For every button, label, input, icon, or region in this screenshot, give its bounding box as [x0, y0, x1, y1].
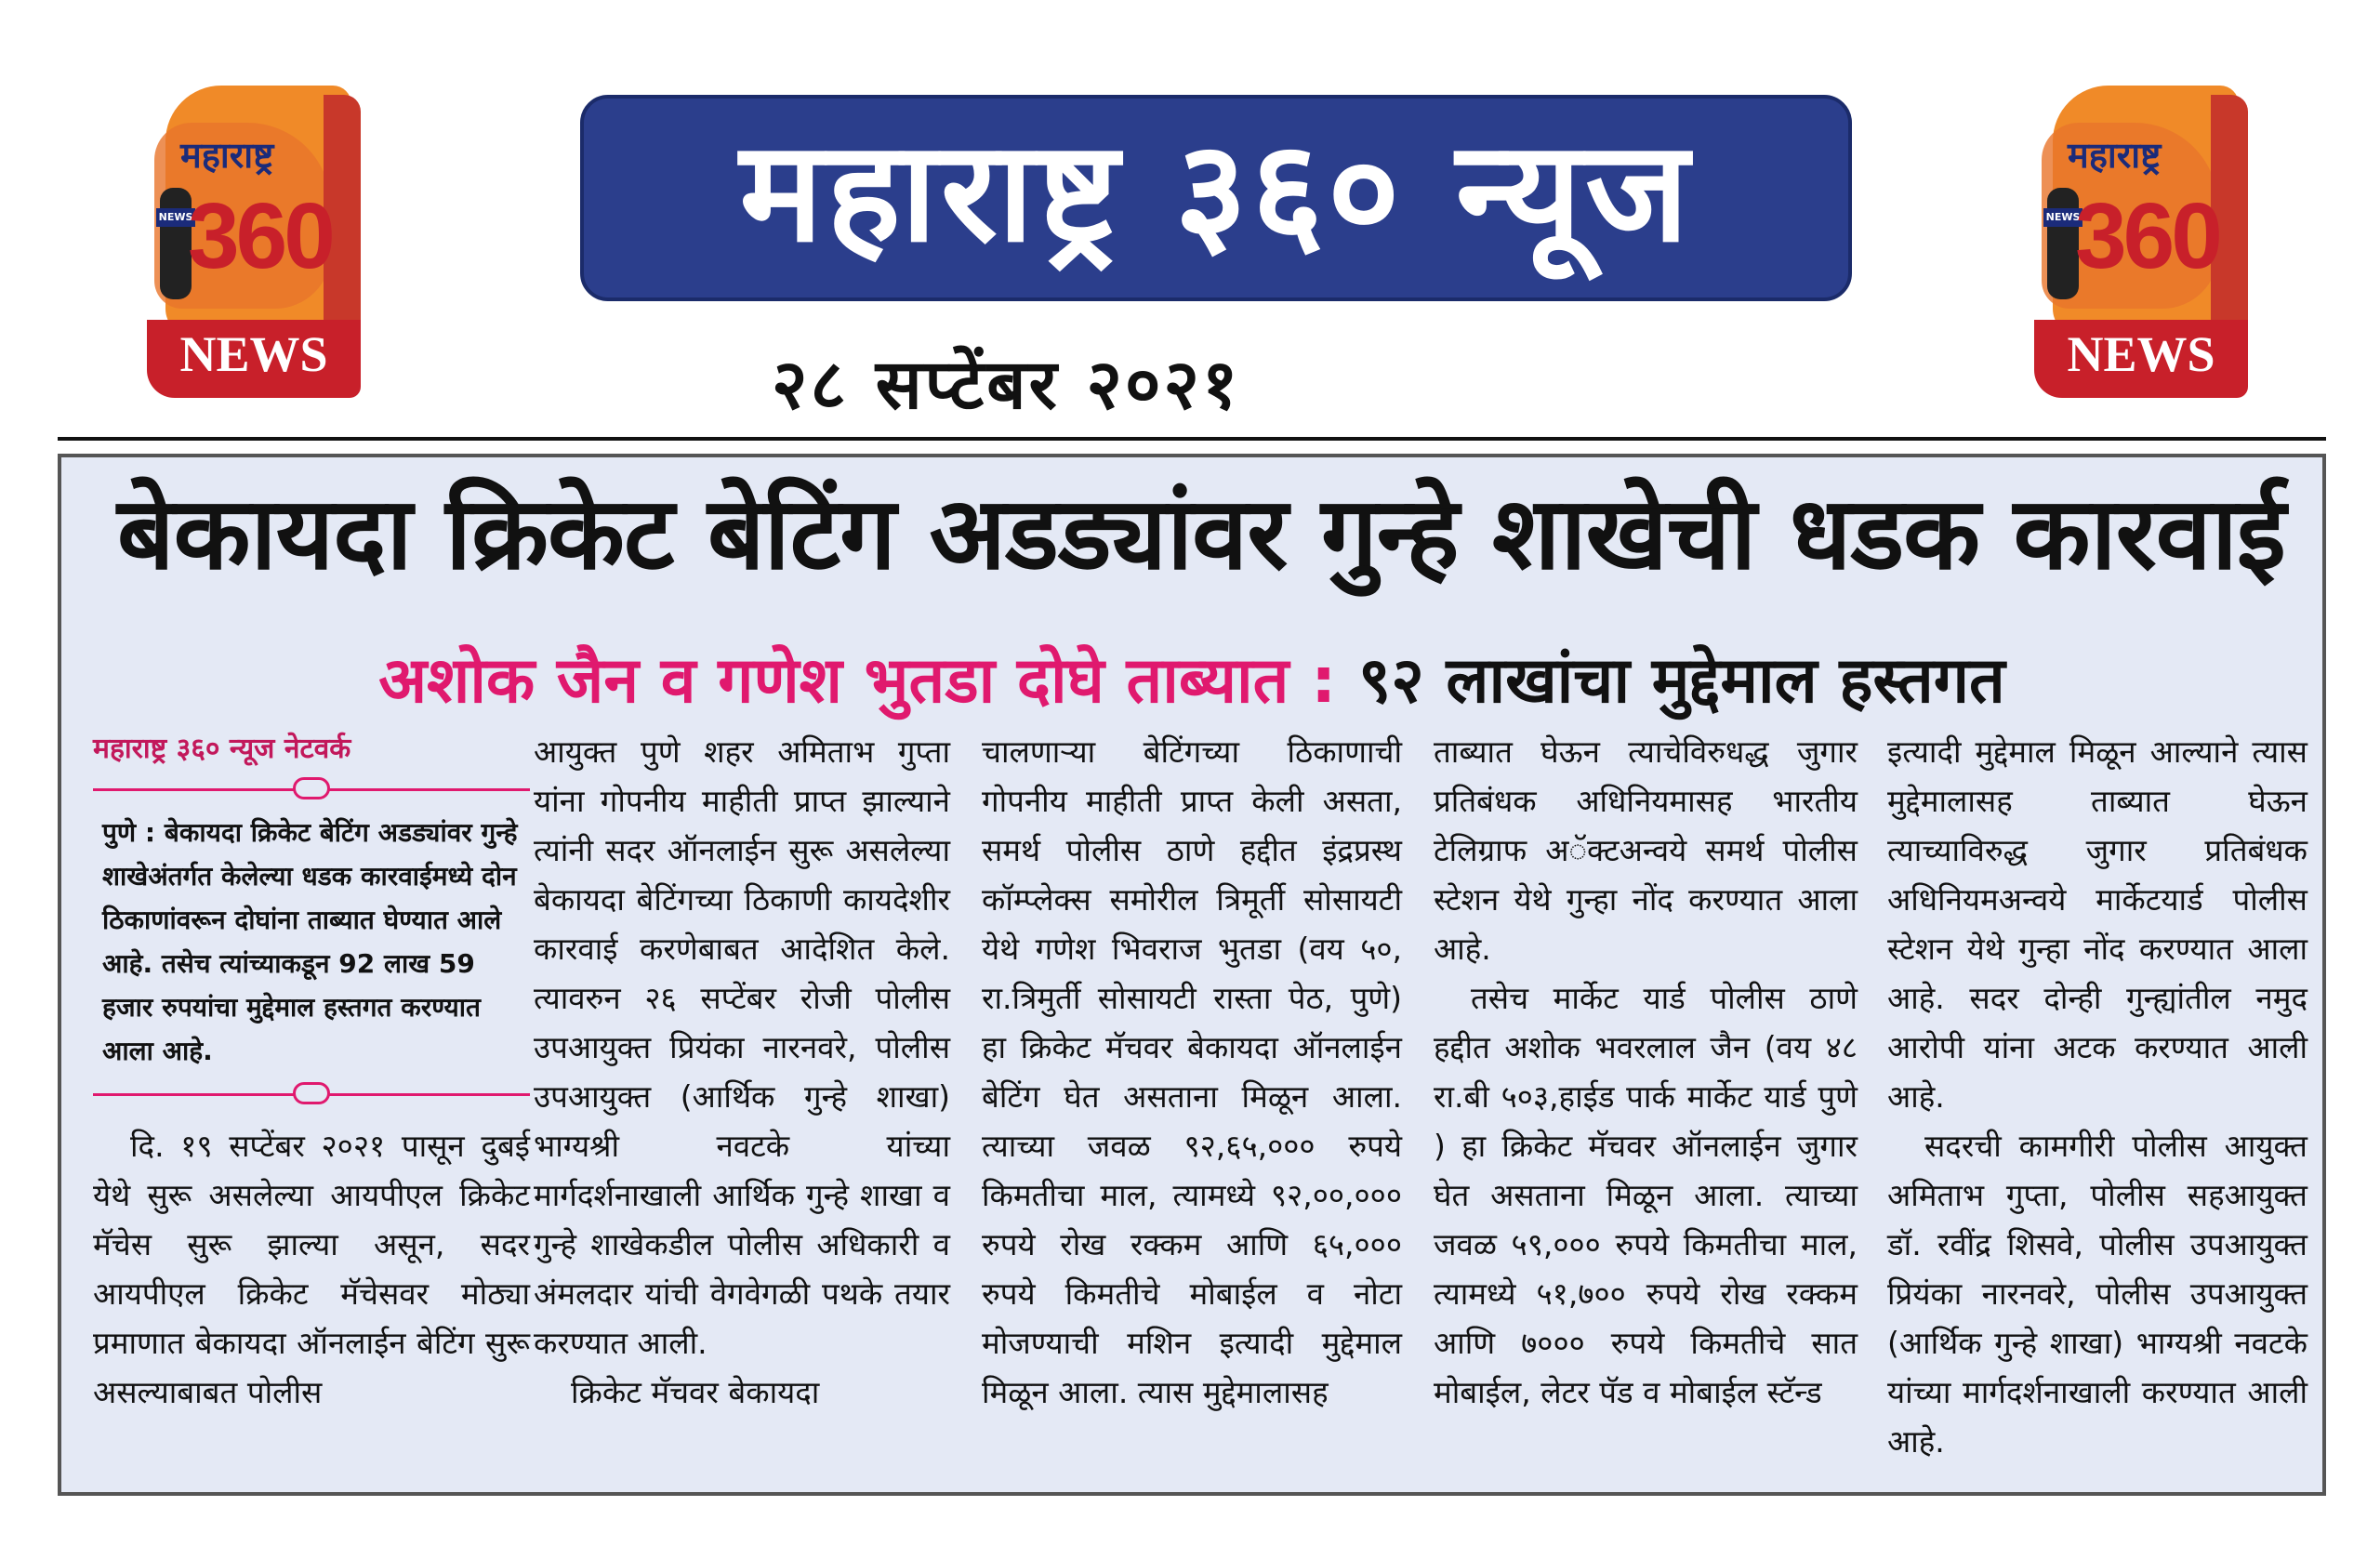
- logo-mic-tag: NEWS: [2043, 208, 2082, 227]
- column-4-text: ताब्यात घेऊन त्याचेविरुधद्ध जुगार प्रतिबंधक अधिनियमासह भारतीय टेलिग्राफ अॅक्टअन्वये समर्थ पोलीस स्टेशन येथे गुन्हा नोंद करण्यात आला आहे.: [1434, 733, 1858, 967]
- ornament-knot-icon: [293, 1082, 330, 1104]
- byline-network: महाराष्ट्र ३६० न्यूज नेटवर्क: [93, 733, 351, 765]
- microphone-icon: [2047, 188, 2079, 299]
- column-5-text: इत्यादी मुद्देमाल मिळून आल्याने त्यास मुद्देमालासह ताब्यात घेऊन त्याच्याविरुद्ध जुगार प्रतिबंधक अधिनियमअन्वये मार्केटयार्ड पोलीस स्टेशन येथे गुन्हा नोंद करण्यात आला आहे. सदर दोन्ही गुन्ह्यांतील नमुद आरोपी यांना अटक करण्यात आली आहे.: [1887, 733, 2307, 1115]
- column-2-text: आयुक्त पुणे शहर अमिताभ गुप्ता यांना गोपनीय माहीती प्राप्त झाल्याने त्यांनी सदर ऑनलाईन सुरू असलेल्या बेकायदा बेटिंगच्या ठिकाणी कायदेशीर कारवाई करणेबाबत आदेशित केले. त्यावरुन २६ सप्टेंबर रोजी पोलीस उपआयुक्त प्रियंका नारनवरे, पोलीस उपआयुक्त (आर्थिक गुन्हे शाखा) भाग्यश्री नवटके यांच्या मार्गदर्शनाखाली आर्थिक गुन्हे शाखा व गुन्हे शाखेकडील पोलीस अधिकारी व अंमलदार यांची वेगवेगळी पथके तयार करण्यात आली.: [534, 733, 950, 1361]
- logo-left: [147, 86, 361, 400]
- logo-word: महाराष्ट्र: [180, 135, 274, 176]
- microphone-icon: [160, 188, 192, 299]
- logo-ribbon-text: NEWS: [2067, 326, 2215, 382]
- column-2-text-end: क्रिकेट मॅचवर बेकायदा: [571, 1374, 820, 1410]
- ornament-knot-icon: [293, 777, 330, 799]
- article-column-5: [1887, 727, 2307, 1466]
- masthead-banner: [580, 95, 1852, 301]
- ornament-divider: [93, 775, 530, 803]
- article-subhead: [61, 634, 2322, 720]
- logo-mic-tag: NEWS: [156, 208, 195, 227]
- article-summary: पुणे : बेकायदा क्रिकेट बेटिंग अडड्यांवर गुन्हे शाखेअंतर्गत केलेल्या धडक कारवाईमध्ये दोन ठिकाणांवरून दोघांना ताब्यात घेण्यात आले आहे. तसेच त्यांच्याकडून 92 लाख 59 हजार रुपयांचा मुद्देमाल हस्तगत करण्यात आला आहे.: [102, 817, 518, 1066]
- masthead-title: महाराष्ट्र ३६० न्यूज: [739, 112, 1693, 273]
- logo-ribbon-text: NEWS: [179, 326, 328, 382]
- logo-word: महाराष्ट्र: [2068, 135, 2162, 176]
- logo-number: 360: [188, 184, 332, 288]
- masthead-date: २८ सप्टेंबर २०२१: [772, 345, 1241, 425]
- article-headline: बेकायदा क्रिकेट बेटिंग अडड्यांवर गुन्हे शाखेची धडक कारवाई: [117, 476, 2285, 592]
- article-column-2: [534, 727, 950, 1417]
- subhead-seizure: ९२ लाखांचा मुद्देमाल हस्तगत: [1357, 644, 2005, 718]
- logo-right: [2034, 86, 2248, 400]
- column-4-text-2: तसेच मार्केट यार्ड पोलीस ठाणे हद्दीत अशोक भवरलाल जैन (वय ४८ रा.बी ५०३,हाईड पार्क मार्केट यार्ड पुणे ) हा क्रिकेट मॅचवर ऑनलाईन जुगार घेत असताना मिळून आला. त्याच्या जवळ ५९,००० रुपये किमतीचा माल, त्यामध्ये ५१,७०० रुपये रोख रक्कम आणि ७००० रुपये किमतीचे सात मोबाईल, लेटर पॅड व मोबाईल स्टॅन्ड: [1434, 980, 1858, 1410]
- article-frame: [58, 454, 2326, 1496]
- article-column-1: [93, 727, 530, 1417]
- logo-number: 360: [2075, 184, 2219, 288]
- column-1-text: दि. १९ सप्टेंबर २०२१ पासून दुबई येथे सुरू असलेल्या आयपीएल क्रिकेट मॅचेस सुरू झाल्या असून, सदर आयपीएल क्रिकेट मॅचेसवर मोठ्या प्रमाणात बेकायदा ऑनलाईन बेटिंग सुरू असल्याबाबत पोलीस: [93, 1128, 530, 1410]
- article-column-3: [982, 727, 1402, 1417]
- subhead-accused: अशोक जैन व गणेश भुतडा दोघे ताब्यात :: [378, 644, 1358, 718]
- column-5-text-2: सदरची कामगीरी पोलीस आयुक्त अमिताभ गुप्ता, पोलीस सहआयुक्त डॉ. रवींद्र शिसवे, पोलीस उपआयुक्त प्रियंका नारनवरे, पोलीस उपआयुक्त (आर्थिक गुन्हे शाखा) भाग्यश्री नवटके यांच्या मार्गदर्शनाखाली करण्यात आली आहे.: [1887, 1128, 2307, 1460]
- ornament-divider: [93, 1080, 530, 1108]
- column-3-text: चालणाऱ्या बेटिंगच्या ठिकाणाची गोपनीय माहीती प्राप्त केली असता, समर्थ पोलीस ठाणे हद्दीत इंद्रप्रस्थ कॉम्प्लेक्स समोरील त्रिमूर्ती सोसायटी येथे गणेश भिवराज भुतडा (वय ५०, रा.त्रिमुर्ती सोसायटी रास्ता पेठ, पुणे) हा क्रिकेट मॅचवर बेकायदा ऑनलाईन बेटिंग घेत असताना मिळून आला. त्याच्या जवळ ९२,६५,००० रुपये किमतीचा माल, त्यामध्ये ९२,००,००० रुपये रोख रक्कम आणि ६५,००० रुपये किमतीचे मोबाईल व नोटा मोजण्याची मशिन इत्यादी मुद्देमाल मिळून आला. त्यास मुद्देमालासह: [982, 733, 1402, 1410]
- article-column-4: [1434, 727, 1858, 1417]
- masthead-divider: [58, 437, 2326, 441]
